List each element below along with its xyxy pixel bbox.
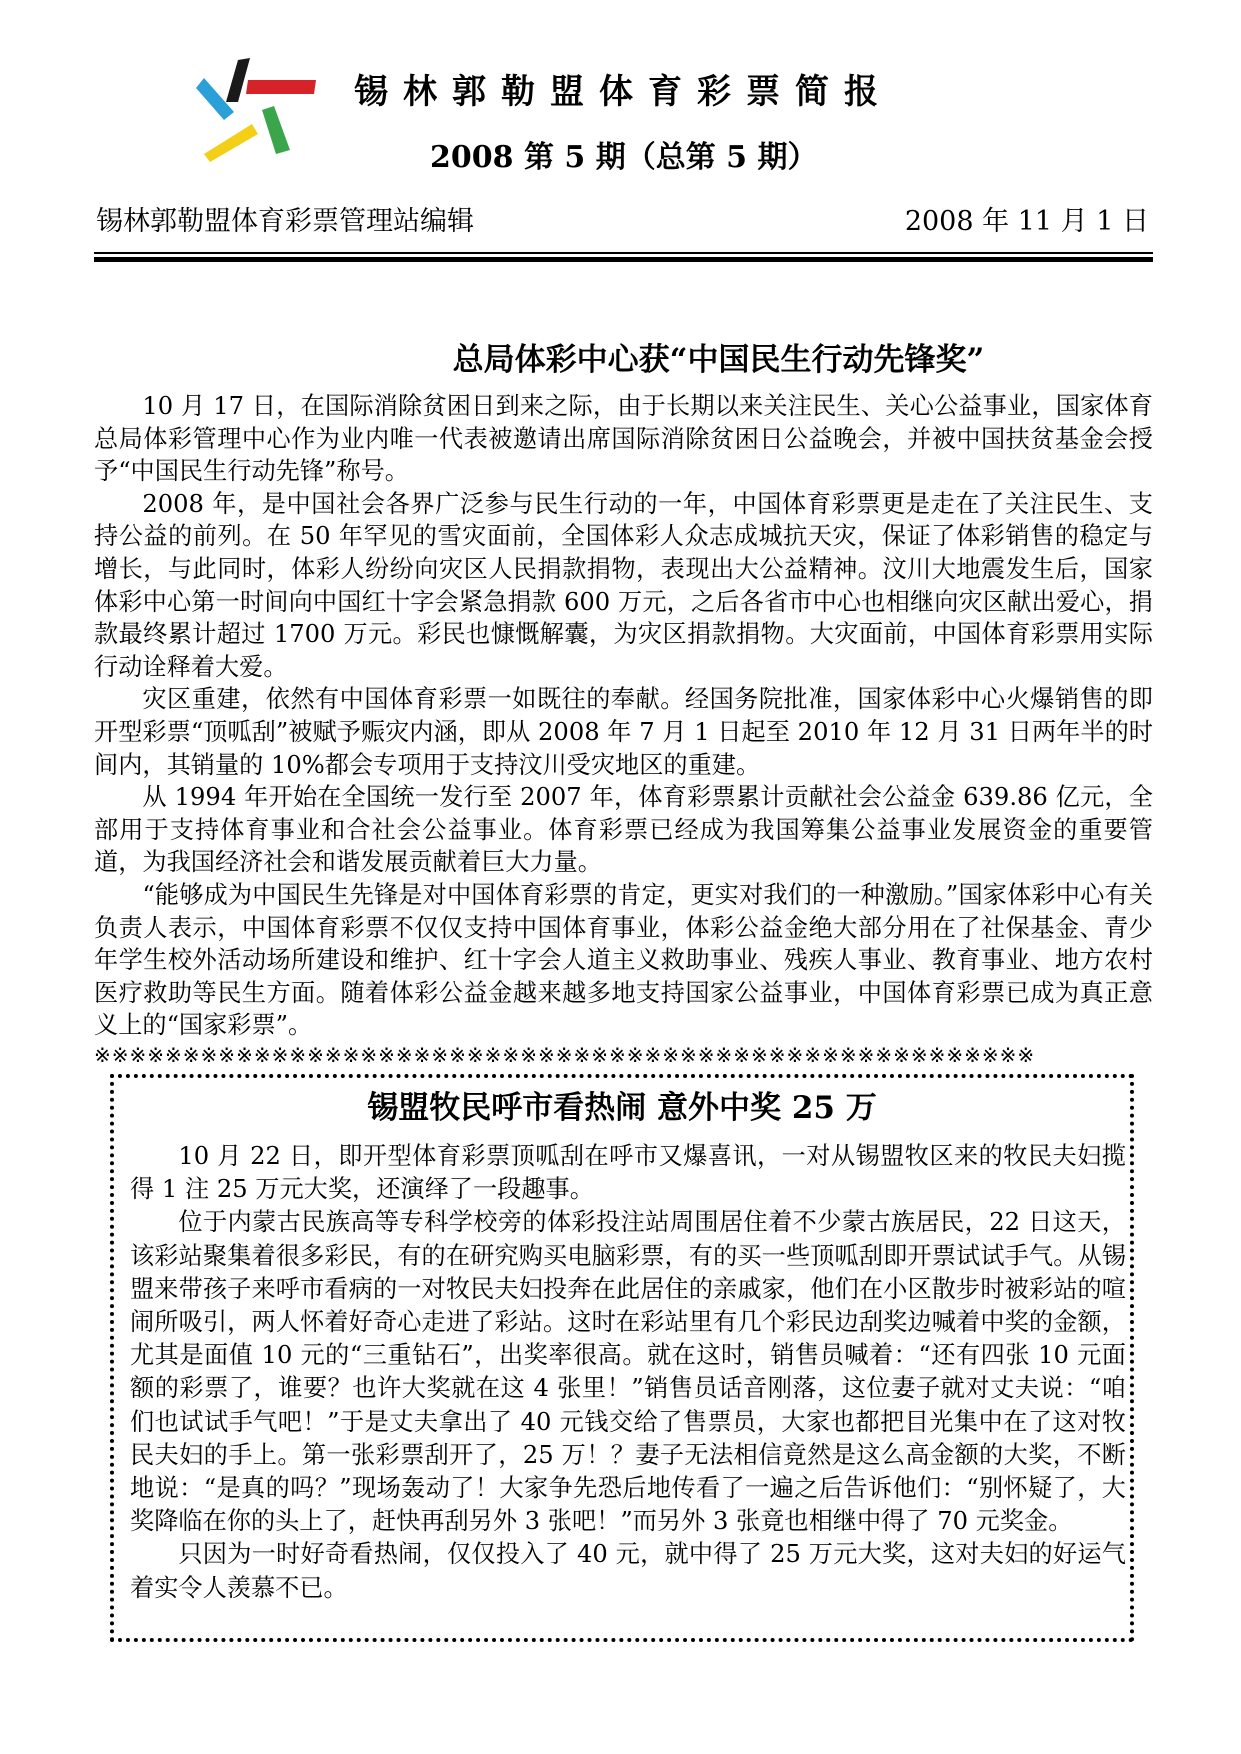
issue-number: 2008 第 5 期（总第 5 期） <box>430 140 818 175</box>
logo-black-stroke <box>226 58 250 102</box>
separator-line: ※※※※※※※※※※※※※※※※※※※※※※※※※※※※※※※※※※※※※※※※※※※※※※※※※※※※※ <box>94 1043 1036 1067</box>
article1-paragraph: 灾区重建，依然有中国体育彩票一如既往的奉献。经国务院批准，国家体彩中心火爆销售的即开型彩票“顶呱刮”被赋予赈灾内涵，即从 2008 年 7 月 1 日起至 2010 年 12 月 31 日两年半的时间内，其销量的 10%都会专项用于支持汶川受灾地区的重建。 <box>94 685 1153 779</box>
article2-paragraph: 10 月 22 日，即开型体育彩票顶呱刮在呼市又爆喜讯，一对从锡盟牧区来的牧民夫妇揽得 1 注 25 万元大奖，还演绎了一段趣事。 <box>130 1142 1126 1204</box>
article1-title: 总局体彩中心获“中国民生行动先锋奖” <box>452 342 985 378</box>
header-rule-thick <box>94 257 1153 262</box>
editor-line: 锡林郭勒盟体育彩票管理站编辑 <box>96 206 474 237</box>
article1-paragraph: “能够成为中国民生先锋是对中国体育彩票的肯定，更实对我们的一种激励。”国家体彩中心有关负责人表示，中国体育彩票不仅仅支持中国体育事业，体彩公益金绝大部分用在了社保基金、青少年学生校外活动场所建设和维护、红十字会人道主义救助事业、残疾人事业、教育事业、地方农村医疗救助等民生方面。随着体彩公益金越来越多地支持国家公益事业，中国体育彩票已成为真正意义上的“国家彩票”。 <box>94 880 1153 1040</box>
article2-body <box>130 1140 1126 1605</box>
logo-red-stroke <box>246 80 316 94</box>
article2-paragraph: 位于内蒙古民族高等专科学校旁的体彩投注站周围居住着不少蒙古族居民，22 日这天，该彩站聚集着很多彩民，有的在研究购买电脑彩票，有的买一些顶呱刮即开票试试手气。从锡盟来带孩子来呼市看病的一对牧民夫妇投奔在此居住的亲戚家，他们在小区散步时被彩站的喧闹所吸引，两人怀着好奇心走进了彩站。这时在彩站里有几个彩民边刮奖边喊着中奖的金额，尤其是面值 10 元的“三重钻石”，出奖率很高。就在这时，销售员喊着：“还有四张 10 元面额的彩票了，谁要？也许大奖就在这 4 张里！”销售员话音刚落，这位妻子就对丈夫说：“咱们也试试手气吧！”于是丈夫拿出了 40 元钱交给了售票员，大家也都把目光集中在了这对牧民夫妇的手上。第一张彩票刮开了，25 万！？妻子无法相信竟然是这么高金额的大奖，不断地说：“是真的吗？”现场轰动了！大家争先恐后地传看了一遍之后告诉他们：“别怀疑了，大奖降临在你的头上了，赶快再刮另外 3 张吧！”而另外 3 张竟也相继中得了 70 元奖金。 <box>130 1208 1126 1536</box>
logo-green-stroke <box>262 106 290 154</box>
article2-paragraph: 只因为一时好奇看热闹，仅仅投入了 40 元，就中得了 25 万元大奖，这对夫妇的好运气着实令人羡慕不已。 <box>130 1540 1126 1602</box>
article2-title: 锡盟牧民呼市看热闹 意外中奖 25 万 <box>367 1090 877 1126</box>
publish-date: 2008 年 11 月 1 日 <box>904 206 1149 237</box>
article1-paragraph: 10 月 17 日，在国际消除贫困日到来之际，由于长期以来关注民生、关心公益事业，国家体育总局体彩管理中心作为业内唯一代表被邀请出席国际消除贫困日公益晚会，并被中国扶贫基金会授予“中国民生行动先锋”称号。 <box>94 392 1153 486</box>
sports-lottery-logo <box>196 58 316 166</box>
article1-paragraph: 从 1994 年开始在全国统一发行至 2007 年，体育彩票累计贡献社会公益金 639.86 亿元，全部用于支持体育事业和合社会公益事业。体育彩票已经成为我国筹集公益事业发展资金的重要管道，为我国经济社会和谐发展贡献着巨大力量。 <box>94 783 1153 877</box>
header-rule-thin <box>94 252 1153 254</box>
article1-paragraph: 2008 年，是中国社会各界广泛参与民生行动的一年，中国体育彩票更是走在了关注民生、支持公益的前列。在 50 年罕见的雪灾面前，全国体彩人众志成城抗天灾，保证了体彩销售的稳定与增长，与此同时，体彩人纷纷向灾区人民捐款捐物，表现出大公益精神。汶川大地震发生后，国家体彩中心第一时间向中国红十字会紧急捐款 600 万元，之后各省市中心也相继向灾区献出爱心，捐款最终累计超过 1700 万元。彩民也慷慨解囊，为灾区捐款捐物。大灾面前，中国体育彩票用实际行动诠释着大爱。 <box>94 489 1153 681</box>
article2-box <box>110 1074 1134 1642</box>
bulletin-title: 锡林郭勒盟体育彩票简报 <box>354 72 893 112</box>
logo-yellow-stroke <box>204 124 258 162</box>
article1-body <box>94 390 1153 1042</box>
